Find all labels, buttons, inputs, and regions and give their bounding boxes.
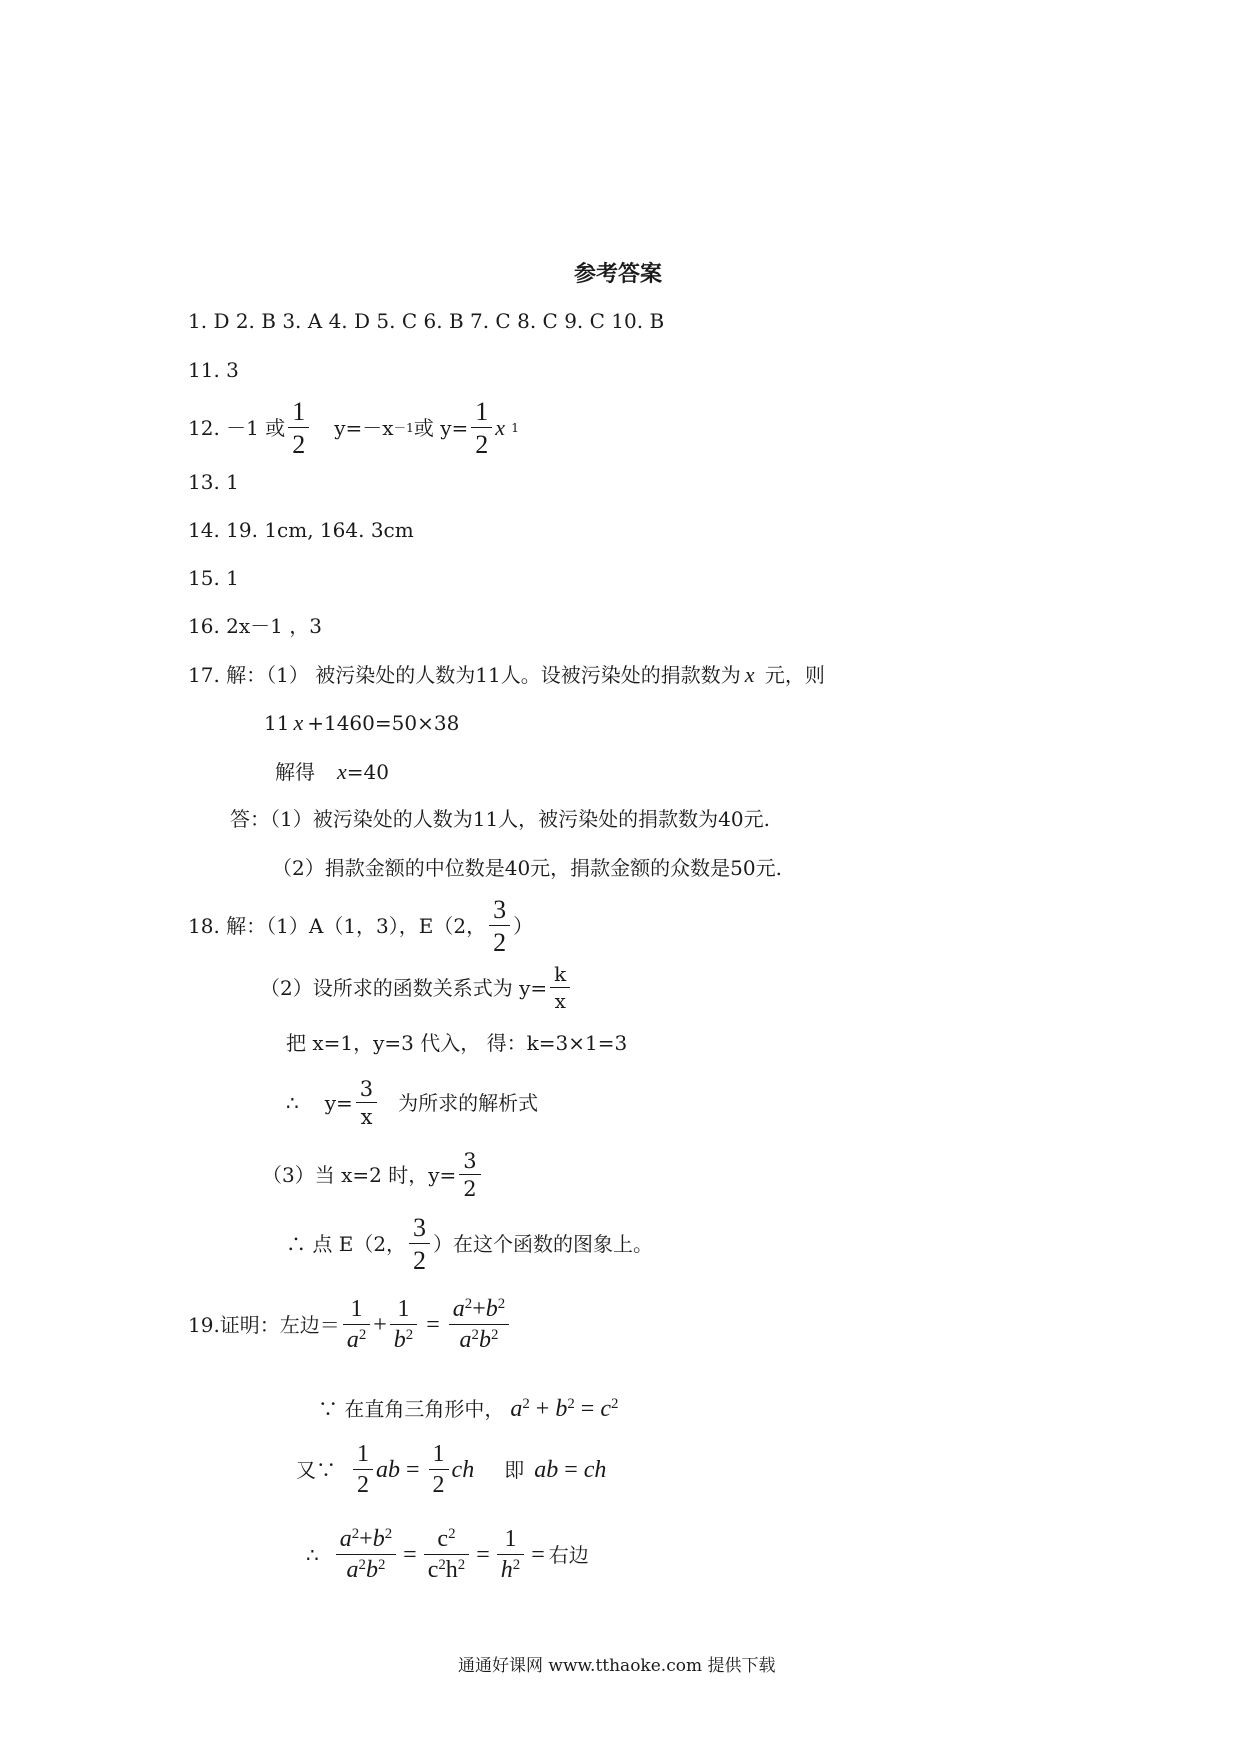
var-b: b <box>365 1557 378 1583</box>
exp-2: 2 <box>448 1525 456 1542</box>
footer-credit: 通通好课网 www.tthaoke.com 提供下载 <box>458 1656 776 1676</box>
answer-19-line1 <box>188 1290 512 1360</box>
answer-18-line2-text: （2）设所求的函数关系式为 y= <box>260 976 548 1000</box>
answer-12-mid: y=－x <box>334 416 394 440</box>
answer-19-line4 <box>306 1517 589 1593</box>
answer-11: 11. 3 <box>188 358 239 382</box>
answer-18-line3: 把 x=1，y=3 代入， 得：k=3×1=3 <box>286 1031 628 1055</box>
because-text: ∵ 在直角三角形中， <box>318 1397 505 1421</box>
exp-2: 2 <box>567 1395 575 1412</box>
answer-18-line4-tail: 为所求的解析式 <box>398 1091 539 1115</box>
variable-x: x <box>293 710 304 735</box>
plus-sign: + <box>373 1312 387 1338</box>
numerator: 1 <box>432 1440 445 1467</box>
equals-sign: = <box>403 1542 417 1568</box>
term-ch: ch <box>583 1457 607 1483</box>
fraction-c2-over-c2h2 <box>424 1527 470 1583</box>
equals-sign: = <box>531 1542 545 1568</box>
numerator: 3 <box>359 1076 374 1101</box>
fraction-k-over-x <box>550 964 570 1012</box>
answer-17-head-tail: 元，则 <box>758 663 825 687</box>
fraction-half <box>288 398 309 459</box>
plus-sign: + <box>535 1396 550 1422</box>
exp-2: 2 <box>490 1326 499 1343</box>
exp-2: 2 <box>358 1326 367 1343</box>
answer-17-equation <box>264 712 459 734</box>
answer-18-line1 <box>188 894 534 957</box>
variable-x: x <box>744 662 755 687</box>
answer-18-line4-text: y= <box>324 1091 353 1115</box>
exp-2: 2 <box>358 1556 366 1573</box>
answer-18-line4 <box>286 1075 538 1131</box>
denominator: x <box>554 989 566 1013</box>
exp-2: 2 <box>522 1395 530 1412</box>
equation-coef: 11 <box>264 711 290 735</box>
solve-value: =40 <box>346 760 389 784</box>
variable-x: x <box>495 415 506 440</box>
var-a: a <box>346 1557 359 1583</box>
therefore-symbol: ∴ <box>306 1543 319 1567</box>
answer-line-1-10: 1. D 2. B 3. A 4. D 5. C 6. B 7. C 8. C 9. C 10. B <box>188 309 665 333</box>
exp-2: 2 <box>384 1525 393 1542</box>
equals-sign: = <box>426 1312 440 1338</box>
var-a: a <box>459 1327 472 1353</box>
denominator: 2 <box>475 430 489 459</box>
solve-label: 解得 <box>275 760 315 784</box>
fraction-half <box>353 1442 373 1498</box>
fraction-three-halves <box>489 896 510 957</box>
equals-sign: = <box>564 1457 578 1483</box>
answer-17-ans2: （2）捐款金额的中位数是40元，捐款金额的众数是50元. <box>272 856 782 880</box>
answer-19-line3 <box>296 1435 606 1505</box>
denominator: x <box>360 1105 373 1129</box>
fraction-1-over-b2 <box>390 1297 417 1353</box>
answer-18-line6 <box>286 1212 654 1275</box>
denominator: 2 <box>413 1246 427 1275</box>
fraction-three-halves-3 <box>409 1214 430 1275</box>
answer-19-head: 19.证明：左边＝ <box>188 1313 340 1337</box>
fraction-half-2 <box>471 398 492 459</box>
numerator: 3 <box>493 894 507 924</box>
var-b: b <box>372 1525 385 1552</box>
answer-17-head-text: 17. 解：（1） 被污染处的人数为11人。设被污染处的捐款数为 <box>188 663 741 687</box>
exp-2: 2 <box>377 1556 386 1573</box>
also-because: 又∵ <box>296 1458 336 1482</box>
exp-2: 2 <box>471 1326 479 1343</box>
answer-18-line1-close: ） <box>513 914 534 938</box>
var-c: c <box>437 1525 449 1552</box>
numerator: 1 <box>397 1295 410 1322</box>
var-c: c <box>600 1396 611 1422</box>
answer-18-line5-text: （3）当 x=2 时，y= <box>262 1163 457 1187</box>
answer-17-solve <box>275 761 389 783</box>
denominator: 2 <box>493 928 507 957</box>
numerator: 3 <box>413 1212 427 1242</box>
fraction-sum-over-product-2 <box>336 1527 396 1583</box>
exp-2: 2 <box>351 1525 360 1542</box>
answer-17-head <box>188 664 825 686</box>
var-h: h <box>445 1557 458 1583</box>
exp-2: 2 <box>438 1556 446 1573</box>
answer-17-ans1: 答：（1）被污染处的人数为11人，被污染处的捐款数为40元. <box>230 807 770 831</box>
numerator: 1 <box>475 396 489 426</box>
answer-12-prefix: 12. －1 或 <box>188 416 286 440</box>
answer-13: 13. 1 <box>188 470 239 494</box>
numerator: 1 <box>292 396 306 426</box>
numerator: k <box>554 962 567 986</box>
denominator: 2 <box>357 1472 369 1498</box>
denominator: 2 <box>292 430 306 459</box>
numerator: 1 <box>504 1525 517 1552</box>
term-ab: ab <box>534 1457 559 1483</box>
exp-2: 2 <box>610 1395 619 1412</box>
right-side-text: 右边 <box>548 1543 589 1567</box>
plus-sign: + <box>359 1525 373 1552</box>
exp-2: 2 <box>512 1556 521 1573</box>
var-b: b <box>555 1396 568 1422</box>
equation-rest: +1460=50×38 <box>307 711 460 735</box>
exp-2: 2 <box>464 1295 473 1312</box>
answer-14: 14. 19. 1cm, 164. 3cm <box>188 518 414 542</box>
answer-12-or: 或 y= <box>413 416 469 440</box>
answer-18-line6-text: ∴ 点 E（2， <box>286 1232 407 1256</box>
var-a: a <box>346 1327 359 1353</box>
var-b: b <box>485 1295 498 1322</box>
equals-sign: = <box>406 1457 420 1483</box>
numerator: 3 <box>463 1148 477 1173</box>
var-c: c <box>427 1557 439 1583</box>
fraction-three-halves-2 <box>459 1150 480 1200</box>
var-b: b <box>393 1327 406 1353</box>
exp-2: 2 <box>497 1295 506 1312</box>
numerator: 1 <box>350 1295 363 1322</box>
page-title: 参考答案 <box>574 261 663 287</box>
equals-sign: = <box>580 1396 595 1422</box>
fraction-1-over-h2 <box>497 1527 524 1583</box>
denominator: 2 <box>463 1177 477 1201</box>
answer-18-line2 <box>260 960 573 1016</box>
var-a: a <box>452 1295 465 1322</box>
var-h: h <box>500 1557 513 1583</box>
equals-sign: = <box>476 1542 490 1568</box>
namely-text: 即 <box>504 1458 525 1482</box>
term-ab: ab <box>376 1457 400 1483</box>
answer-18-line5 <box>262 1147 484 1203</box>
var-a: a <box>339 1525 352 1552</box>
exp-2: 2 <box>457 1556 466 1573</box>
answer-12: 12. －1 或 $\frac{1}{2}$ y=－x －1 或 y= $\frac{1}{2}$ x 1 <box>188 396 519 459</box>
answer-16: 16. 2x－1 ，3 <box>188 614 322 638</box>
answer-18-line6-tail: ）在这个函数的图象上。 <box>433 1232 654 1256</box>
fraction-half-2 <box>429 1442 449 1498</box>
denominator: 2 <box>432 1472 445 1498</box>
fraction-3-over-x <box>356 1078 377 1128</box>
variable-x: x <box>337 759 347 784</box>
plus-sign: + <box>472 1295 486 1322</box>
numerator: 1 <box>357 1440 369 1467</box>
exp-2: 2 <box>405 1326 414 1343</box>
term-ch: ch <box>451 1457 475 1483</box>
answer-18-line1-text: 18. 解：（1）A（1，3），E（2， <box>188 914 487 938</box>
answer-15: 15. 1 <box>188 566 239 590</box>
var-a: a <box>510 1396 523 1422</box>
therefore-symbol: ∴ <box>286 1091 299 1115</box>
answer-19-line2 <box>318 1392 618 1426</box>
fraction-sum-over-product <box>449 1297 509 1353</box>
var-b: b <box>478 1327 491 1353</box>
fraction-1-over-a2 <box>343 1297 370 1353</box>
